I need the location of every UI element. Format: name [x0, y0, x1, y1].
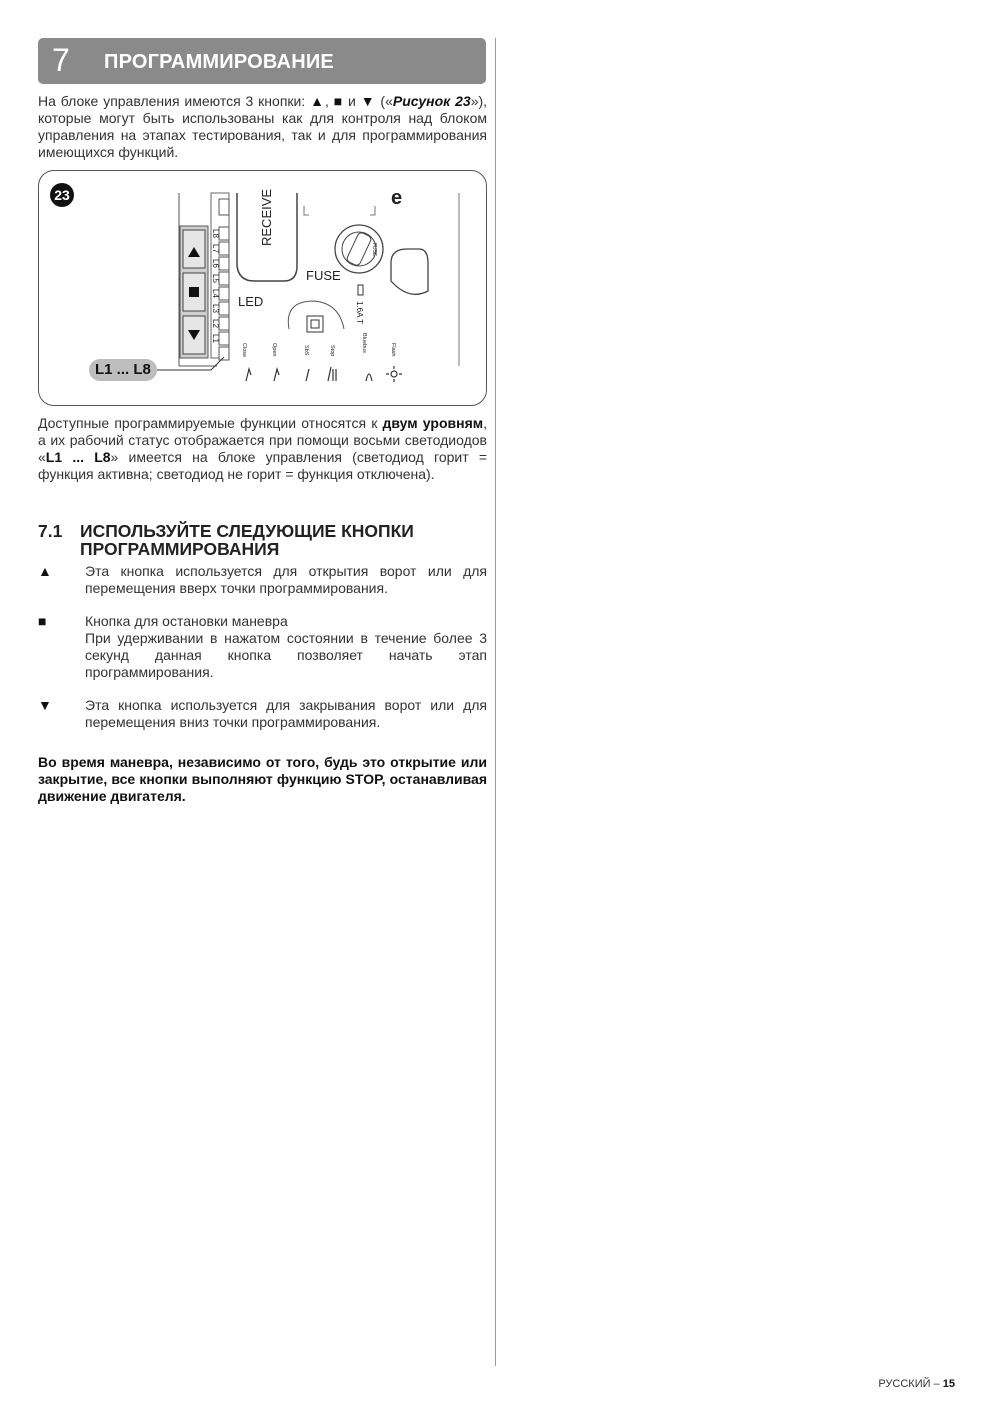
- up-triangle-icon: ▲: [310, 93, 325, 109]
- chapter-header: [38, 38, 486, 84]
- column-divider: [495, 38, 496, 1366]
- led-label-l2: L2: [211, 319, 220, 328]
- terminal-symbols: [246, 366, 402, 382]
- led-label-l8: L8: [211, 229, 220, 238]
- terminal-sbs: SbS: [303, 345, 309, 356]
- intro-comma: ,: [324, 93, 334, 109]
- receiver-label: RECEIVE: [259, 188, 274, 246]
- intro-text-end: »), которые могут быть использованы как для контроля над блоком управления на этапах тестирования, так и для программирования имеющихся функций.: [38, 93, 488, 160]
- fuse-label: FUSE: [306, 268, 341, 283]
- fuse-small-label: FUSE: [371, 243, 377, 257]
- led-label-l4: L4: [211, 289, 220, 298]
- button-down-text: Эта кнопка используется для закрывания ворот или для перемещения вниз точки программирования.: [85, 697, 487, 730]
- levels-paragraph: [38, 415, 487, 483]
- led-label-l7: L7: [211, 244, 220, 253]
- levels-text-start: Доступные программируемые функции относятся к: [38, 415, 383, 431]
- led-label-l6: L6: [211, 259, 220, 268]
- intro-text-start: На блоке управления имеются 3 кнопки:: [38, 93, 311, 109]
- levels-bold-two-levels: двум уровням: [382, 415, 484, 431]
- terminal-close: Close: [241, 343, 247, 358]
- terminal-open: Open: [271, 343, 277, 357]
- led-range-callout: L1 ... L8: [89, 359, 157, 381]
- button-stop-title: Кнопка для остановки маневра: [85, 613, 288, 629]
- led-label-l3: L3: [211, 304, 220, 313]
- led-label: LED: [238, 294, 264, 309]
- intro-and: и: [343, 93, 361, 109]
- section-title: ИСПОЛЬЗУЙТЕ СЛЕДУЮЩИЕ КНОПКИ ПРОГРАММИРОВАНИЯ: [80, 521, 414, 559]
- stop-square-icon: ■: [333, 93, 344, 109]
- figure-reference: Рисунок 23: [392, 93, 471, 109]
- levels-bold-led-range: L1 ... L8: [45, 449, 111, 465]
- page-footer: [878, 1378, 955, 1390]
- terminal-labels: [241, 333, 396, 357]
- button-stop-text-wrapper: [85, 613, 487, 681]
- led-name-labels: [211, 229, 220, 343]
- levels-text-end: » имеется на блоке управления (светодиод горит = функция активна; светодиод не горит = функция отключена).: [38, 449, 487, 482]
- figure-23-control-board: [38, 170, 487, 406]
- stop-square-icon: ■: [38, 613, 47, 629]
- led-label-l5: L5: [211, 274, 220, 283]
- down-triangle-icon: ▼: [360, 93, 376, 109]
- footer-language: РУССКИЙ –: [878, 1378, 943, 1390]
- section-number: 7.1: [38, 521, 63, 541]
- led-label-l1: L1: [211, 334, 220, 343]
- terminal-bluebus: Bluebus: [361, 333, 367, 353]
- button-up-text: Эта кнопка используется для открытия ворот или для перемещения вверх точки программирования.: [85, 563, 487, 596]
- figure-number-badge: 23: [50, 183, 74, 207]
- intro-paragraph: [38, 93, 487, 161]
- manufacturer-logo: e: [391, 187, 403, 209]
- chapter-title: ПРОГРАММИРОВАНИЕ: [104, 51, 334, 73]
- fuse-rating-label: 1.6A T: [355, 301, 364, 324]
- up-triangle-icon: ▲: [38, 563, 52, 579]
- button-stop-detail: При удерживании в нажатом состоянии в течение более 3 секунд данная кнопка позволяет начать этап программирования.: [85, 630, 487, 680]
- down-triangle-icon: ▼: [38, 697, 52, 713]
- chapter-number: 7: [52, 42, 70, 78]
- terminal-flash: Flash: [390, 343, 396, 357]
- stop-note: Во время маневра, независимо от того, будь это открытие или закрытие, все кнопки выполняют функцию STOP, останавливая движение двигателя.: [38, 754, 487, 804]
- levels-text-mid: , а их рабочий статус отображается при помощи восьми светодиодов «: [38, 415, 487, 465]
- intro-open-quote: («: [375, 93, 393, 109]
- terminal-stop: Stop: [329, 345, 335, 357]
- page-number: 15: [942, 1378, 955, 1390]
